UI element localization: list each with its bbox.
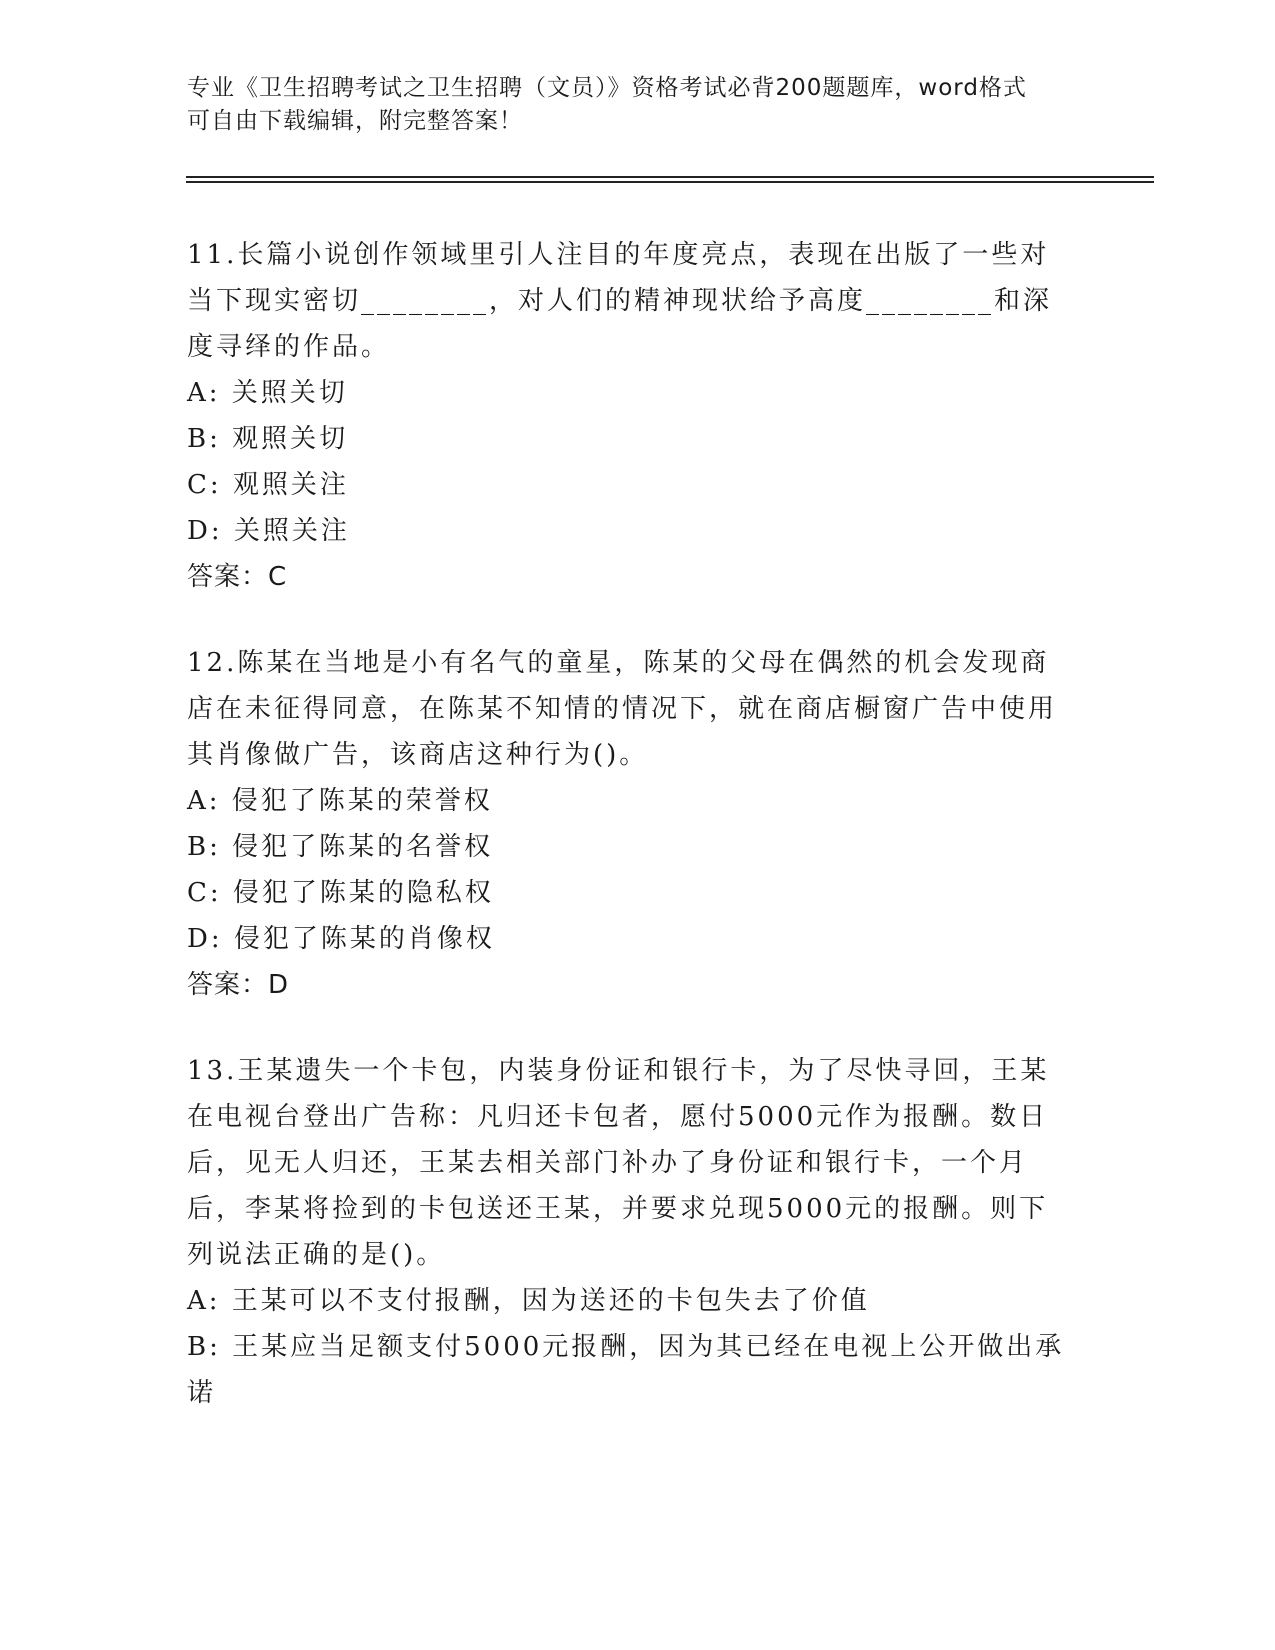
question-stem: 11.长篇小说创作领域里引人注目的年度亮点，表现在出版了一些对当下现实密切________，对人们的精神现状给予高度________和深度寻绎的作品。 [187, 240, 1053, 362]
question-stem: 12.陈某在当地是小有名气的童星，陈某的父母在偶然的机会发现商店在未征得同意，在陈某不知情的情况下，就在商店橱窗广告中使用其肖像做广告，该商店这种行为()。 [187, 648, 1058, 770]
option-c: C: 观照关注 [187, 470, 349, 500]
answer: 答案：C [187, 562, 288, 592]
header-rule [186, 181, 1154, 183]
question-13 [187, 1048, 1067, 1416]
question-11 [187, 232, 1067, 600]
header-line-2: 可自由下载编辑，附完整答案！ [187, 108, 523, 134]
option-b: B: 观照关切 [187, 424, 349, 454]
option-d: D: 关照关注 [187, 516, 350, 546]
document-header [187, 72, 1067, 138]
header-rule [186, 176, 1154, 178]
option-a: A: 王某可以不支付报酬，因为送还的卡包失去了价值 [187, 1286, 870, 1316]
option-b: B: 侵犯了陈某的名誉权 [187, 832, 494, 862]
question-12 [187, 640, 1067, 1008]
question-stem: 13.王某遗失一个卡包，内装身份证和银行卡，为了尽快寻回，王某在电视台登出广告称：凡归还卡包者，愿付5000元作为报酬。数日后，见无人归还，王某去相关部门补办了身份证和银行卡，一个月后，李某将捡到的卡包送还王某，并要求兑现5000元的报酬。则下列说法正确的是()。 [187, 1056, 1050, 1270]
option-c: C: 侵犯了陈某的隐私权 [187, 878, 494, 908]
option-b: B: 王某应当足额支付5000元报酬，因为其已经在电视上公开做出承诺 [187, 1332, 1065, 1408]
option-a: A: 关照关切 [187, 378, 348, 408]
question-list [187, 232, 1067, 1456]
answer: 答案：D [187, 970, 290, 1000]
header-line-1: 专业《卫生招聘考试之卫生招聘（文员）》资格考试必背200题题库，word格式 [187, 75, 1027, 101]
option-a: A: 侵犯了陈某的荣誉权 [187, 786, 493, 816]
option-d: D: 侵犯了陈某的肖像权 [187, 924, 495, 954]
